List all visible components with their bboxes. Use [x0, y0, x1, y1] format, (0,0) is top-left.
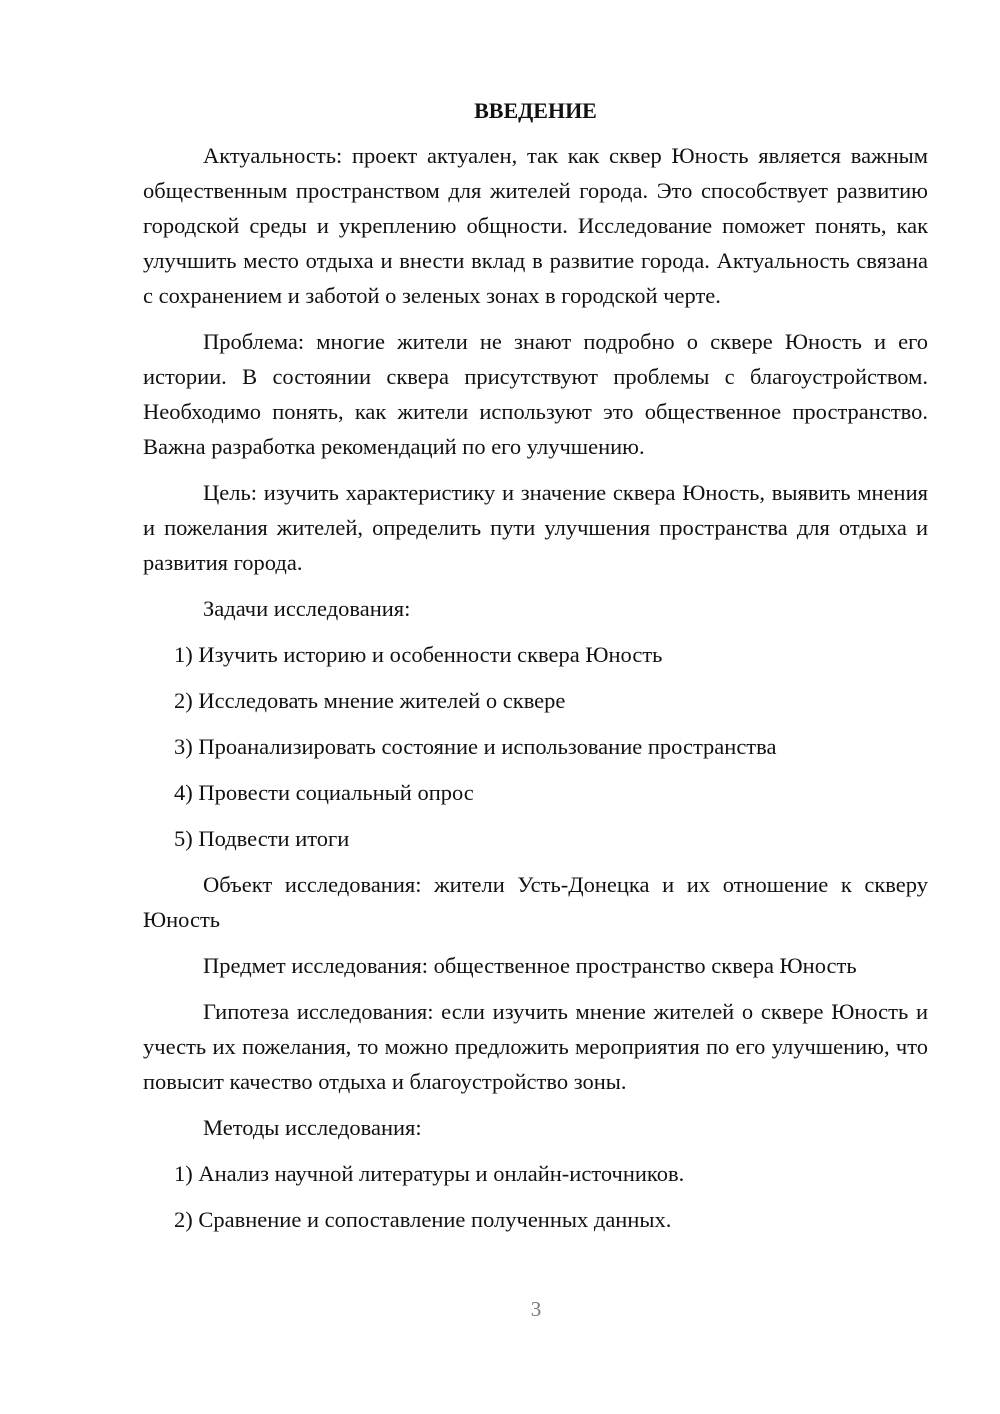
task-item-4: 4) Провести социальный опрос [174, 780, 474, 805]
task-item-1: 1) Изучить историю и особенности сквера Юность [174, 642, 663, 667]
tasks-heading: Задачи исследования: [203, 596, 411, 621]
hypothesis-paragraph: Гипотеза исследования: если изучить мнение жителей о сквере Юность и учесть их пожелания, то можно предложить мероприятия по его улучшению, что повысит качество отдыха и благоустройство зоны. [143, 999, 928, 1094]
object-paragraph: Объект исследования: жители Усть-Донецка и их отношение к скверу Юность [143, 872, 928, 932]
task-item-2: 2) Исследовать мнение жителей о сквере [174, 688, 566, 713]
goal-paragraph: Цель: изучить характеристику и значение сквера Юность, выявить мнения и пожелания жителей, определить пути улучшения пространства для отдыха и развития города. [143, 480, 928, 575]
task-item-3: 3) Проанализировать состояние и использование пространства [174, 734, 777, 759]
relevance-paragraph: Актуальность: проект актуален, так как сквер Юность является важным общественным пространством для жителей города. Это способствует развитию городской среды и укреплению общности. Исследование поможет понять, как улучшить место отдыха и внести вклад в развитие города. Актуальность связана с сохранением и заботой о зеленых зонах в городской черте. [143, 143, 928, 308]
method-item-1: 1) Анализ научной литературы и онлайн-источников. [174, 1161, 685, 1186]
task-item-5: 5) Подвести итоги [174, 826, 350, 851]
page-content [143, 96, 928, 1248]
methods-heading: Методы исследования: [203, 1115, 422, 1140]
page-number: 3 [530, 1297, 542, 1321]
method-item-2: 2) Сравнение и сопоставление полученных данных. [174, 1207, 672, 1232]
page-title: ВВЕДЕНИЕ [474, 98, 597, 123]
subject-paragraph: Предмет исследования: общественное пространство сквера Юность [203, 953, 857, 978]
problem-paragraph: Проблема: многие жители не знают подробно о сквере Юность и его истории. В состоянии сквера присутствуют проблемы с благоустройством. Необходимо понять, как жители используют это общественное пространство. Важна разработка рекомендаций по его улучшению. [143, 329, 928, 459]
